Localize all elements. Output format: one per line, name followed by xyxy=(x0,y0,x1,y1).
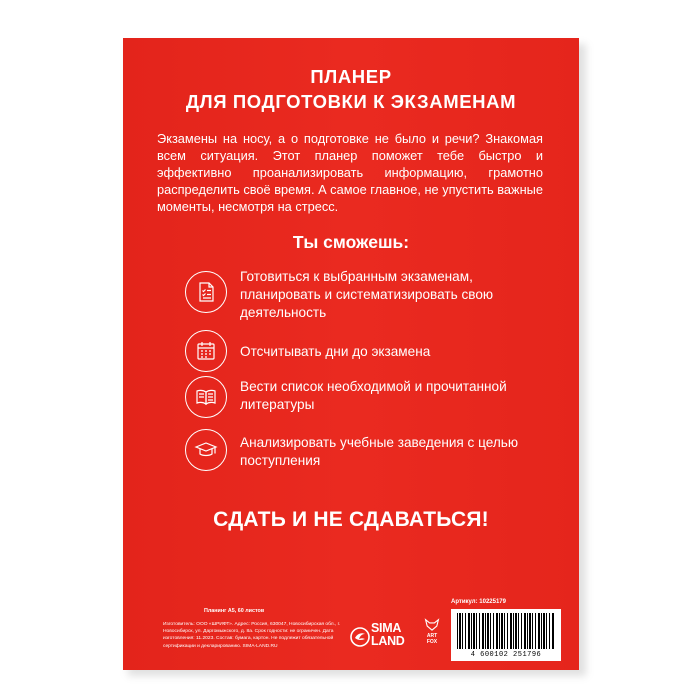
cover-title-line-1: ПЛАНЕР xyxy=(310,66,392,87)
calendar-icon xyxy=(185,330,227,372)
barcode xyxy=(451,609,561,661)
feature-text-2: Отсчитывать дни до экзамена xyxy=(240,344,431,359)
open-book-icon xyxy=(185,376,227,418)
document-checklist-icon xyxy=(185,271,227,313)
cover-title xyxy=(123,64,579,114)
slogan: СДАТЬ И НЕ СДАВАТЬСЯ! xyxy=(213,508,489,531)
sima-land-logo-line-1: SIMA xyxy=(371,621,402,635)
features-heading: Ты сможешь: xyxy=(292,232,410,252)
feature-text-4: Анализировать учебные заведения с целью поступления xyxy=(240,435,519,468)
artfox-logo xyxy=(421,618,443,658)
sima-land-logo xyxy=(349,618,409,662)
artfox-logo-line-2: FOX xyxy=(426,639,438,645)
manufacturer-info: Изготовитель: ООО «ШРИФТ». Адрес: Россия, 630047, Новосибирская обл., г. Новосибирск, ул. Даргомыжского, д. 8а. Срок годности: не ограничен. Дата изготовления: 11.2023. Состав: бумага, картон. Не подлежит обязательной сертификации и декларированию. SIMA-LAND.RU xyxy=(163,622,341,649)
sima-land-mark-icon xyxy=(349,626,371,648)
sima-land-logo-line-2: LAND xyxy=(371,634,405,648)
cover-title-line-2: ДЛЯ ПОДГОТОВКИ К ЭКЗАМЕНАМ xyxy=(185,91,517,112)
artfox-logo-line-1: ART xyxy=(426,633,438,639)
fox-icon xyxy=(424,618,440,631)
barcode-bars xyxy=(457,613,555,649)
graduation-cap-icon xyxy=(185,429,227,471)
feature-text-1: Готовиться к выбранным экзаменам, планировать и систематизировать свою деятельность xyxy=(240,269,494,320)
intro-paragraph: Экзамены на носу, а о подготовке не было и речи? Знакомая всем ситуация. Этот планер поможет тебе быстро и эффективно проанализировать информацию, грамотно распределить своё время. А самое главное, не упустить важные моменты, несмотря на стресс. xyxy=(157,131,543,214)
sku-label: Артикул: 10225179 xyxy=(451,599,506,605)
planner-back-cover xyxy=(123,38,579,670)
barcode-number: 4 600102 251796 xyxy=(470,651,542,659)
product-name: Планинг А5, 60 листов xyxy=(204,608,265,614)
feature-text-3: Вести список необходимой и прочитанной литературы xyxy=(240,379,507,412)
